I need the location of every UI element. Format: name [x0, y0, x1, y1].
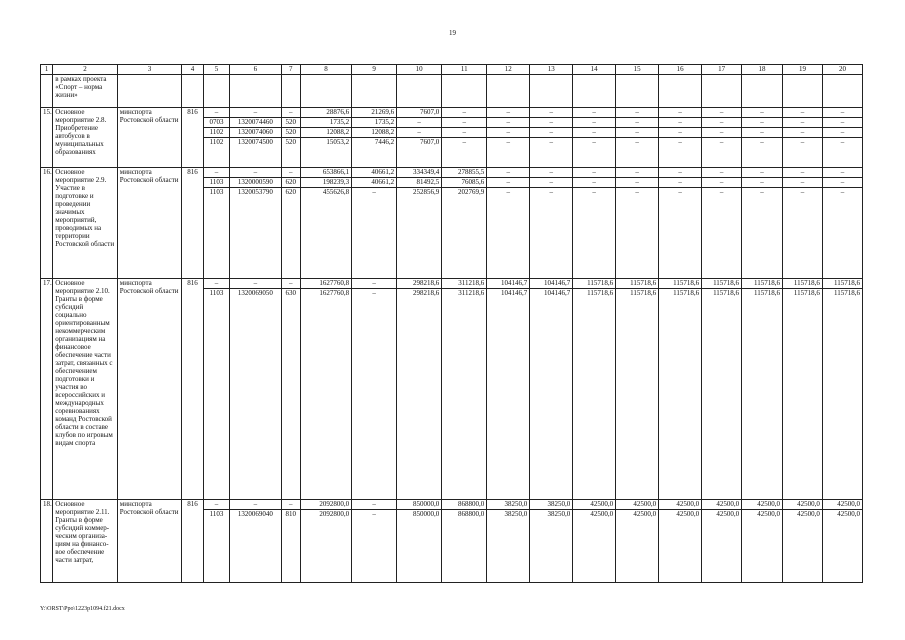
value-cell: 42500,0	[573, 510, 616, 583]
column-number: 8	[300, 65, 351, 75]
value-cell: 1102	[203, 138, 230, 168]
value-cell: –	[573, 128, 616, 138]
value-cell: 620	[281, 178, 300, 188]
value-cell: 1320069040	[230, 510, 281, 583]
value-cell: –	[659, 108, 702, 118]
value-cell: 42500,0	[659, 510, 702, 583]
value-cell: 15053,2	[300, 138, 351, 168]
value-cell: –	[783, 168, 823, 178]
value-cell: 115718,6	[702, 289, 742, 500]
budget-table	[40, 64, 863, 583]
value-cell: 42500,0	[822, 500, 862, 510]
column-number: 9	[352, 65, 397, 75]
value-cell: 0703	[203, 118, 230, 128]
value-cell: 115718,6	[822, 289, 862, 500]
value-cell: 520	[281, 128, 300, 138]
column-number: 14	[573, 65, 616, 75]
value-cell: 115718,6	[742, 289, 783, 500]
value-cell: –	[702, 138, 742, 168]
value-cell: –	[281, 108, 300, 118]
value-cell: 115718,6	[659, 279, 702, 289]
value-cell: 40661,2	[352, 178, 397, 188]
value-cell: 42500,0	[616, 510, 659, 583]
column-number: 15	[616, 65, 659, 75]
value-cell: –	[487, 168, 530, 178]
value-cell: –	[659, 118, 702, 128]
value-cell: 850000,0	[397, 510, 442, 583]
value-cell: 298218,6	[397, 279, 442, 289]
value-cell: –	[352, 510, 397, 583]
column-number: 1	[41, 65, 53, 75]
value-cell: –	[822, 118, 862, 128]
executor-cell: минспорта Ростовской области	[117, 500, 181, 583]
value-cell: 104146,7	[487, 279, 530, 289]
value-cell: 868800,0	[442, 500, 487, 510]
value-cell: –	[487, 188, 530, 279]
value-cell: 28876,6	[300, 108, 351, 118]
value-cell: 115718,6	[783, 279, 823, 289]
value-cell: –	[352, 289, 397, 500]
value-cell: –	[616, 128, 659, 138]
table-row	[41, 279, 863, 289]
value-cell: –	[659, 178, 702, 188]
value-cell: 1320000590	[230, 178, 281, 188]
page-number: 19	[449, 29, 456, 37]
value-cell: –	[659, 138, 702, 168]
value-cell: 1735,2	[300, 118, 351, 128]
value-cell: –	[573, 188, 616, 279]
column-number: 18	[742, 65, 783, 75]
value-cell: 115718,6	[573, 289, 616, 500]
value-cell: –	[530, 178, 573, 188]
column-number: 20	[822, 65, 862, 75]
value-cell: –	[742, 108, 783, 118]
value-cell: –	[352, 188, 397, 279]
column-number: 12	[487, 65, 530, 75]
grbs-code-cell: 816	[182, 108, 203, 168]
value-cell: 520	[281, 118, 300, 128]
measure-name-cell: Основное мероприятие 2.8. Приобретение автобусов в муниципальных образованиях	[53, 108, 117, 168]
column-number: 11	[442, 65, 487, 75]
value-cell: 38250,0	[487, 500, 530, 510]
value-cell: 115718,6	[822, 279, 862, 289]
value-cell: 850000,0	[397, 500, 442, 510]
value-cell: 76085,6	[442, 178, 487, 188]
value-cell: –	[702, 178, 742, 188]
value-cell: 1102	[203, 128, 230, 138]
column-number: 2	[53, 65, 117, 75]
table-row	[41, 108, 863, 118]
value-cell: 42500,0	[783, 510, 823, 583]
value-cell: –	[352, 279, 397, 289]
value-cell: 104146,7	[530, 279, 573, 289]
value-cell: 42500,0	[573, 500, 616, 510]
value-cell: –	[530, 108, 573, 118]
value-cell: –	[442, 138, 487, 168]
value-cell: 2092800,0	[300, 500, 351, 510]
value-cell: 115718,6	[616, 289, 659, 500]
value-cell: 1627760,8	[300, 289, 351, 500]
value-cell: –	[822, 108, 862, 118]
value-cell: –	[616, 168, 659, 178]
value-cell: 7446,2	[352, 138, 397, 168]
value-cell: –	[822, 168, 862, 178]
value-cell: 42500,0	[702, 510, 742, 583]
value-cell: –	[573, 178, 616, 188]
column-number: 5	[203, 65, 230, 75]
value-cell: 1320074460	[230, 118, 281, 128]
value-cell: 42500,0	[616, 500, 659, 510]
column-number: 7	[281, 65, 300, 75]
value-cell: –	[530, 128, 573, 138]
value-cell: –	[783, 178, 823, 188]
value-cell: –	[616, 178, 659, 188]
measure-name-cell: Основное мероприятие 2.9. Участие в подготовке и проведении значимых мероприятий, проводимых на территории Ростовской области	[53, 168, 117, 279]
value-cell: –	[442, 108, 487, 118]
value-cell: –	[702, 118, 742, 128]
value-cell: –	[822, 138, 862, 168]
value-cell: 202769,9	[442, 188, 487, 279]
column-number: 17	[702, 65, 742, 75]
value-cell: –	[702, 188, 742, 279]
value-cell: –	[487, 118, 530, 128]
value-cell: 630	[281, 289, 300, 500]
value-cell: –	[659, 168, 702, 178]
value-cell: 1103	[203, 289, 230, 500]
value-cell: 653866,1	[300, 168, 351, 178]
value-cell: 42500,0	[702, 500, 742, 510]
value-cell: 7607,0	[397, 138, 442, 168]
value-cell: –	[742, 138, 783, 168]
value-cell: 104146,7	[530, 289, 573, 500]
value-cell: –	[616, 118, 659, 128]
executor-cell: минспорта Ростовской области	[117, 168, 181, 279]
row-number: 15.	[41, 108, 53, 168]
column-number: 6	[230, 65, 281, 75]
value-cell: –	[616, 108, 659, 118]
value-cell: –	[616, 138, 659, 168]
file-path-footer: Y:\ORST\Ppo\1223p1094.f21.docx	[40, 606, 125, 612]
value-cell: 12088,2	[352, 128, 397, 138]
value-cell: –	[487, 128, 530, 138]
value-cell: 1627760,8	[300, 279, 351, 289]
value-cell: 1320053790	[230, 188, 281, 279]
value-cell: 7607,0	[397, 108, 442, 118]
value-cell: –	[742, 178, 783, 188]
value-cell: 1103	[203, 510, 230, 583]
value-cell: –	[487, 138, 530, 168]
value-cell: 42500,0	[783, 500, 823, 510]
value-cell: –	[230, 500, 281, 510]
continuation-row	[41, 75, 863, 108]
value-cell: –	[822, 128, 862, 138]
value-cell: –	[742, 118, 783, 128]
value-cell: –	[822, 178, 862, 188]
value-cell: –	[487, 108, 530, 118]
executor-cell: минспорта Ростовской области	[117, 108, 181, 168]
value-cell: 868800,0	[442, 510, 487, 583]
value-cell: –	[573, 138, 616, 168]
value-cell: –	[742, 188, 783, 279]
measure-name-cell: Основное мероприятие 2.10. Гранты в форме субсидий социально ориентированным некоммерческим организациям на финансовое обеспечение части затрат, связанных с обеспечением подготовки и участия во всероссийских и международных соревнованиях команд Ростовской области в составе клубов по игровым видам спорта	[53, 279, 117, 500]
value-cell: 115718,6	[742, 279, 783, 289]
value-cell: 1320074500	[230, 138, 281, 168]
value-cell: 2092800,0	[300, 510, 351, 583]
value-cell: –	[203, 279, 230, 289]
value-cell: 40661,2	[352, 168, 397, 178]
value-cell: –	[442, 128, 487, 138]
value-cell: 115718,6	[616, 279, 659, 289]
value-cell: –	[230, 108, 281, 118]
column-number: 16	[659, 65, 702, 75]
value-cell: 104146,7	[487, 289, 530, 500]
value-cell: –	[487, 178, 530, 188]
column-number-row	[41, 65, 863, 75]
value-cell: 1103	[203, 188, 230, 279]
value-cell: 81492,5	[397, 178, 442, 188]
executor-cell: минспорта Ростовской области	[117, 279, 181, 500]
value-cell: 115718,6	[573, 279, 616, 289]
value-cell: –	[659, 188, 702, 279]
table-row	[41, 168, 863, 178]
value-cell: –	[742, 128, 783, 138]
column-number: 19	[783, 65, 823, 75]
value-cell: –	[702, 128, 742, 138]
value-cell: 42500,0	[742, 500, 783, 510]
value-cell: 1320074060	[230, 128, 281, 138]
value-cell: –	[203, 500, 230, 510]
measure-name-cell: Основное мероприятие 2.11. Гранты в форме субсидий коммер-ческим организа-циям на финансо-вое обеспечение части затрат,	[53, 500, 117, 583]
grbs-code-cell: 816	[182, 500, 203, 583]
value-cell: –	[822, 188, 862, 279]
value-cell: –	[530, 168, 573, 178]
value-cell: 42500,0	[822, 510, 862, 583]
value-cell: –	[702, 108, 742, 118]
value-cell: 1320069050	[230, 289, 281, 500]
value-cell: –	[573, 108, 616, 118]
value-cell: 252856,9	[397, 188, 442, 279]
value-cell: 620	[281, 188, 300, 279]
value-cell: 38250,0	[487, 510, 530, 583]
value-cell: –	[281, 279, 300, 289]
value-cell: –	[573, 168, 616, 178]
value-cell: –	[397, 118, 442, 128]
value-cell: –	[203, 108, 230, 118]
value-cell: –	[573, 118, 616, 128]
value-cell: –	[281, 500, 300, 510]
column-number: 10	[397, 65, 442, 75]
value-cell: 311218,6	[442, 289, 487, 500]
value-cell: 115718,6	[702, 279, 742, 289]
value-cell: 115718,6	[659, 289, 702, 500]
value-cell: 455626,8	[300, 188, 351, 279]
value-cell: –	[659, 128, 702, 138]
value-cell: –	[783, 138, 823, 168]
value-cell: –	[230, 168, 281, 178]
value-cell: –	[702, 168, 742, 178]
value-cell: –	[442, 118, 487, 128]
value-cell: 38250,0	[530, 500, 573, 510]
value-cell: –	[530, 188, 573, 279]
value-cell: 334349,4	[397, 168, 442, 178]
value-cell: 278855,5	[442, 168, 487, 178]
column-number: 13	[530, 65, 573, 75]
value-cell: –	[281, 168, 300, 178]
value-cell: 42500,0	[742, 510, 783, 583]
value-cell: 198239,3	[300, 178, 351, 188]
column-number: 4	[182, 65, 203, 75]
value-cell: 21269,6	[352, 108, 397, 118]
value-cell: 115718,6	[783, 289, 823, 500]
value-cell: 298218,6	[397, 289, 442, 500]
value-cell: 1103	[203, 178, 230, 188]
grbs-code-cell: 816	[182, 168, 203, 279]
value-cell: 311218,6	[442, 279, 487, 289]
value-cell: –	[203, 168, 230, 178]
column-number: 3	[117, 65, 181, 75]
value-cell: –	[616, 188, 659, 279]
value-cell: –	[352, 500, 397, 510]
value-cell: –	[783, 118, 823, 128]
row-number: 16.	[41, 168, 53, 279]
value-cell: –	[397, 128, 442, 138]
value-cell: 810	[281, 510, 300, 583]
grbs-code-cell: 816	[182, 279, 203, 500]
value-cell: –	[783, 128, 823, 138]
value-cell: 38250,0	[530, 510, 573, 583]
value-cell: –	[530, 138, 573, 168]
row-number: 18.	[41, 500, 53, 583]
table-row	[41, 500, 863, 510]
value-cell: –	[742, 168, 783, 178]
value-cell: –	[783, 188, 823, 279]
row-number: 17.	[41, 279, 53, 500]
value-cell: 42500,0	[659, 500, 702, 510]
value-cell: 1735,2	[352, 118, 397, 128]
value-cell: 520	[281, 138, 300, 168]
value-cell: 12088,2	[300, 128, 351, 138]
value-cell: –	[230, 279, 281, 289]
value-cell: –	[530, 118, 573, 128]
measure-name-cell: в рамках проекта «Спорт – норма жизни»	[53, 75, 117, 108]
value-cell: –	[783, 108, 823, 118]
